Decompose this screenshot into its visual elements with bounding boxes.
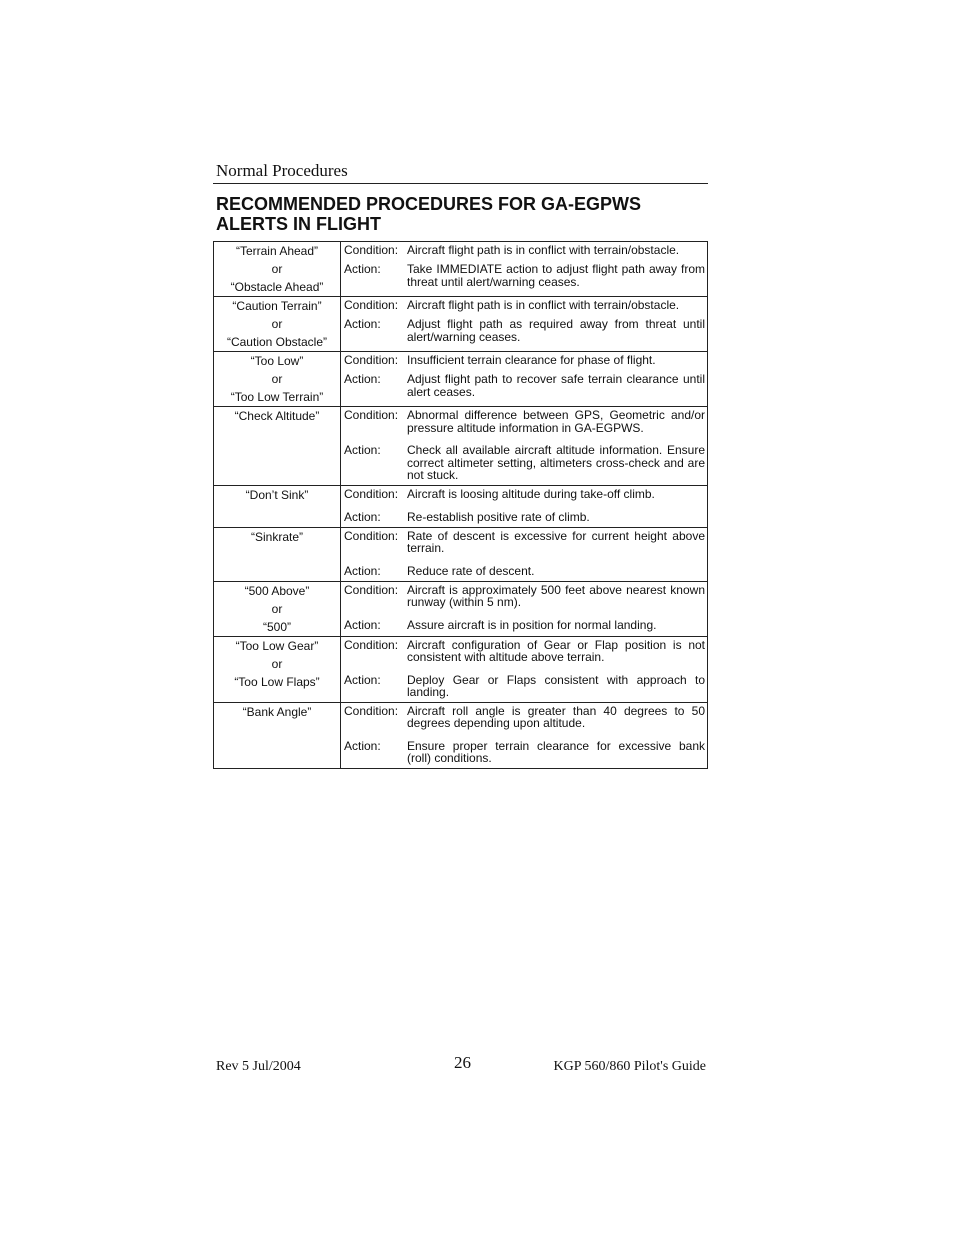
condition-text: Aircraft flight path is in conflict with terrain/obstacle. bbox=[407, 243, 680, 257]
alert-row bbox=[214, 407, 708, 486]
alert-name: “Too Low Flaps” bbox=[234, 674, 320, 689]
action-entry bbox=[341, 619, 707, 635]
alert-name-or: or bbox=[271, 317, 283, 331]
alert-row bbox=[214, 702, 708, 768]
alert-name-group bbox=[214, 703, 340, 721]
alert-name: “Sinkrate” bbox=[250, 529, 303, 544]
alert-detail-cell bbox=[341, 485, 708, 527]
guide-title: KGP 560/860 Pilot's Guide bbox=[553, 1059, 706, 1074]
alert-detail-cell bbox=[341, 527, 708, 581]
action-text: Adjust flight path as required away from threat until alert/warning ceases. bbox=[407, 317, 705, 344]
condition-text: Aircraft flight path is in conflict with terrain/obstacle. bbox=[407, 298, 680, 312]
condition-entry bbox=[341, 409, 707, 434]
condition-entry bbox=[341, 244, 707, 257]
condition-entry bbox=[341, 584, 707, 609]
condition-label: Condition: bbox=[344, 408, 399, 422]
condition-label: Condition: bbox=[344, 298, 399, 312]
alert-name-cell bbox=[214, 485, 341, 527]
alert-name-cell bbox=[214, 581, 341, 636]
action-label: Action: bbox=[344, 262, 381, 276]
alert-name: “Too Low Gear” bbox=[235, 638, 319, 653]
condition-label: Condition: bbox=[344, 528, 399, 543]
alert-detail-cell bbox=[341, 636, 708, 702]
condition-entry bbox=[341, 639, 707, 664]
action-text: Re-establish positive rate of climb. bbox=[407, 509, 590, 524]
alert-name-group bbox=[214, 242, 340, 296]
action-label: Action: bbox=[344, 672, 381, 687]
action-label: Action: bbox=[344, 317, 381, 331]
action-entry bbox=[341, 565, 707, 581]
alert-name-or: or bbox=[271, 372, 283, 386]
alert-row bbox=[214, 636, 708, 702]
condition-text: Aircraft configuration of Gear or Flap position is not consistent with altitude above terrain. bbox=[407, 637, 705, 664]
alert-name-cell bbox=[214, 297, 341, 352]
action-entry bbox=[341, 318, 707, 346]
alert-name: “Check Altitude” bbox=[234, 409, 320, 423]
alert-name: “Caution Obstacle” bbox=[226, 335, 328, 349]
alert-name-group bbox=[214, 297, 340, 351]
action-entry bbox=[341, 674, 707, 702]
condition-entry bbox=[341, 488, 707, 501]
alert-name-cell bbox=[214, 702, 341, 768]
alert-name-or: or bbox=[271, 601, 283, 616]
alert-name: “Too Low” bbox=[250, 354, 304, 368]
alert-procedures-table bbox=[213, 241, 708, 769]
condition-entry bbox=[341, 354, 707, 367]
condition-label: Condition: bbox=[344, 486, 399, 501]
alert-detail-cell bbox=[341, 352, 708, 407]
alert-name: “Terrain Ahead” bbox=[235, 244, 319, 258]
alert-row bbox=[214, 297, 708, 352]
action-entry bbox=[341, 373, 707, 401]
condition-entry bbox=[341, 530, 707, 555]
alert-row bbox=[214, 352, 708, 407]
condition-label: Condition: bbox=[344, 703, 399, 718]
alert-name-cell bbox=[214, 242, 341, 297]
alert-name-or: or bbox=[271, 656, 283, 671]
alert-name-cell bbox=[214, 527, 341, 581]
action-entry bbox=[341, 444, 707, 485]
alert-name: “500” bbox=[262, 619, 291, 634]
action-label: Action: bbox=[344, 443, 381, 457]
action-text: Adjust flight path to recover safe terrain clearance until alert ceases. bbox=[407, 372, 705, 399]
alert-name: “Caution Terrain” bbox=[232, 299, 322, 313]
alert-name-or: or bbox=[271, 262, 283, 276]
alert-detail-cell bbox=[341, 581, 708, 636]
alert-name: “Obstacle Ahead” bbox=[230, 280, 324, 294]
action-label: Action: bbox=[344, 738, 381, 753]
alert-name: “Too Low Terrain” bbox=[230, 390, 324, 404]
condition-text: Abnormal difference between GPS, Geometric and/or pressure altitude information in GA-EGPWS. bbox=[407, 408, 705, 435]
alert-detail-cell bbox=[341, 297, 708, 352]
action-text: Take IMMEDIATE action to adjust flight path away from threat until alert/warning ceases. bbox=[407, 262, 705, 289]
action-label: Action: bbox=[344, 617, 381, 632]
alert-detail-cell bbox=[341, 702, 708, 768]
alert-name-group bbox=[214, 582, 340, 636]
condition-label: Condition: bbox=[344, 582, 399, 597]
header-rule bbox=[213, 183, 708, 184]
action-entry bbox=[341, 511, 707, 527]
alert-name: “500 Above” bbox=[244, 583, 310, 598]
alert-name: “Bank Angle” bbox=[242, 704, 312, 719]
action-text: Ensure proper terrain clearance for excessive bank (roll) conditions. bbox=[407, 738, 705, 765]
alert-name-cell bbox=[214, 352, 341, 407]
section-title: Normal Procedures bbox=[216, 161, 348, 180]
action-text: Reduce rate of descent. bbox=[407, 563, 535, 578]
condition-label: Condition: bbox=[344, 243, 399, 257]
condition-text: Insufficient terrain clearance for phase of flight. bbox=[407, 353, 656, 367]
action-text: Deploy Gear or Flaps consistent with approach to landing. bbox=[407, 672, 705, 699]
revision-label: Rev 5 Jul/2004 bbox=[216, 1059, 301, 1074]
alert-name-group bbox=[214, 528, 340, 546]
condition-entry bbox=[341, 299, 707, 312]
condition-text: Aircraft roll angle is greater than 40 degrees to 50 degrees depending upon altitude. bbox=[407, 703, 705, 730]
action-label: Action: bbox=[344, 509, 381, 524]
alert-row bbox=[214, 485, 708, 527]
action-label: Action: bbox=[344, 372, 381, 386]
page-heading: RECOMMENDED PROCEDURES FOR GA-EGPWS ALERTS IN FLIGHT bbox=[216, 194, 642, 234]
page-number: 26 bbox=[454, 1053, 471, 1072]
action-text: Check all available aircraft altitude information. Ensure correct altimeter setting, altimeters cross-check and are not stuck. bbox=[407, 443, 705, 482]
action-entry bbox=[341, 263, 707, 291]
condition-text: Rate of descent is excessive for current height above terrain. bbox=[407, 528, 705, 555]
condition-label: Condition: bbox=[344, 637, 399, 652]
action-text: Assure aircraft is in position for normal landing. bbox=[407, 617, 657, 632]
alert-row bbox=[214, 527, 708, 581]
alert-row bbox=[214, 581, 708, 636]
alert-detail-cell bbox=[341, 407, 708, 486]
alert-name-group bbox=[214, 486, 340, 504]
alert-name-cell bbox=[214, 636, 341, 702]
condition-text: Aircraft is loosing altitude during take-off climb. bbox=[407, 486, 655, 501]
condition-text: Aircraft is approximately 500 feet above nearest known runway (within 5 nm). bbox=[407, 582, 705, 609]
alert-table-body bbox=[214, 242, 708, 769]
condition-label: Condition: bbox=[344, 353, 399, 367]
alert-name-cell bbox=[214, 407, 341, 486]
alert-name-group bbox=[214, 637, 340, 691]
alert-name-group bbox=[214, 407, 340, 425]
alert-row bbox=[214, 242, 708, 297]
action-label: Action: bbox=[344, 563, 381, 578]
alert-name: “Don’t Sink” bbox=[245, 487, 309, 502]
action-entry bbox=[341, 740, 707, 768]
condition-entry bbox=[341, 705, 707, 730]
alert-detail-cell bbox=[341, 242, 708, 297]
alert-name-group bbox=[214, 352, 340, 406]
